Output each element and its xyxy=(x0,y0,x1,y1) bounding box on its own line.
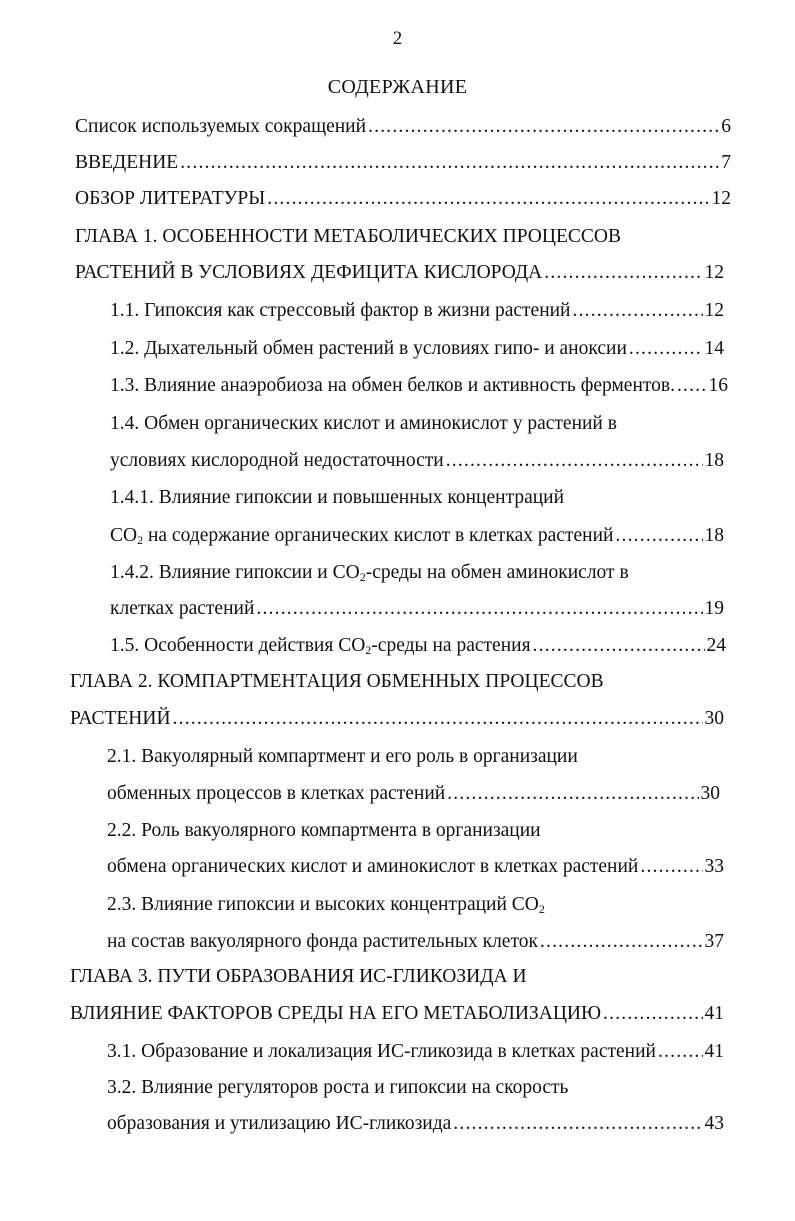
toc-entry[interactable] xyxy=(110,485,564,511)
toc-entry-text: на состав вакуолярного фонда растительных клеток xyxy=(107,931,538,952)
formula-subscript: 2 xyxy=(365,643,372,657)
dot-leader xyxy=(658,1039,703,1065)
toc-entry[interactable] xyxy=(107,744,578,770)
toc-entry-page: 24 xyxy=(706,635,726,656)
toc-entry-text-rest: на содержание органических кислот в клетках растений xyxy=(143,525,614,546)
dot-leader xyxy=(629,336,703,362)
formula-text: 2.3. Влияние гипоксии и высоких концентраций CO xyxy=(107,894,539,915)
toc-entry-text: обмена органических кислот и аминокислот в клетках растений xyxy=(107,856,639,877)
toc-entry-text: ГЛАВА 3. ПУТИ ОБРАЗОВАНИЯ ИС-ГЛИКОЗИДА И xyxy=(70,966,527,987)
toc-entry[interactable] xyxy=(110,596,724,622)
dot-leader xyxy=(573,298,703,324)
dot-leader xyxy=(267,186,709,212)
toc-entry[interactable] xyxy=(110,411,617,437)
toc-entry-page: 7 xyxy=(721,152,731,173)
toc-entry-page: 41 xyxy=(704,1041,724,1062)
toc-entry[interactable] xyxy=(75,114,731,140)
dot-leader xyxy=(447,781,698,807)
toc-entry[interactable] xyxy=(107,854,724,880)
toc-entry[interactable] xyxy=(107,1075,568,1101)
toc-entry-text: РАСТЕНИЙ В УСЛОВИЯХ ДЕФИЦИТА КИСЛОРОДА xyxy=(75,262,543,283)
toc-entry-text: ГЛАВА 1. ОСОБЕННОСТИ МЕТАБОЛИЧЕСКИХ ПРОЦЕССОВ xyxy=(75,226,621,247)
toc-entry-page: 18 xyxy=(704,450,724,471)
formula-subscript: 2 xyxy=(538,902,545,916)
toc-entry-page: 12 xyxy=(711,188,731,209)
dot-leader xyxy=(180,150,719,176)
dot-leader xyxy=(677,373,707,399)
dot-leader xyxy=(603,1001,702,1027)
toc-entry[interactable] xyxy=(107,1039,724,1065)
toc-entry-page: 30 xyxy=(700,783,720,804)
toc-entry-text: клетках растений xyxy=(110,598,255,619)
page-number: 2 xyxy=(392,28,403,49)
toc-entry-text: 1.4. Обмен органических кислот и аминокислот у растений в xyxy=(110,413,617,434)
dot-leader xyxy=(256,596,702,622)
toc-entry[interactable] xyxy=(107,818,541,844)
toc-entry-page: 30 xyxy=(704,708,724,729)
toc-entry[interactable] xyxy=(70,706,724,732)
toc-entry[interactable] xyxy=(70,669,604,695)
toc-entry[interactable] xyxy=(110,336,724,362)
toc-entry-text: 3.1. Образование и локализация ИС-гликозида в клетках растений xyxy=(107,1041,656,1062)
toc-entry[interactable] xyxy=(70,964,527,990)
toc-entry-text xyxy=(110,633,531,659)
toc-entry-page: 14 xyxy=(704,338,724,359)
toc-entry[interactable] xyxy=(110,448,724,474)
toc-entry-page: 6 xyxy=(721,116,731,137)
toc-entry-text: 1.3. Влияние анаэробиоза на обмен белков и активность ферментов. xyxy=(110,375,675,396)
toc-entry-text-rest: -среды на растения xyxy=(371,635,531,656)
toc-title: СОДЕРЖАНИЕ xyxy=(327,76,468,98)
dot-leader xyxy=(640,854,702,880)
dot-leader xyxy=(540,929,703,955)
toc-entry-text: 1.4.1. Влияние гипоксии и повышенных концентраций xyxy=(110,487,565,508)
dot-leader xyxy=(533,633,705,659)
dot-leader xyxy=(173,706,703,732)
toc-entry[interactable] xyxy=(110,523,724,549)
formula-text: 1.4.2. Влияние гипоксии и CO xyxy=(110,562,360,583)
formula-subscript: 2 xyxy=(137,533,144,547)
toc-entry-page: 12 xyxy=(704,262,724,283)
formula-text: CO xyxy=(110,525,138,546)
toc-entry[interactable] xyxy=(75,150,731,176)
toc-entry-text: ОБЗОР ЛИТЕРАТУРЫ xyxy=(75,188,266,209)
toc-entry[interactable] xyxy=(75,260,724,286)
dot-leader xyxy=(446,448,703,474)
formula-text: 1.5. Особенности действия CO xyxy=(110,635,366,656)
toc-entry-page: 16 xyxy=(708,375,728,396)
dot-leader xyxy=(453,1111,702,1137)
toc-entry-page: 37 xyxy=(704,931,724,952)
toc-entry-text: условиях кислородной недостаточности xyxy=(110,450,444,471)
toc-entry-page: 12 xyxy=(704,300,724,321)
dot-leader xyxy=(615,523,702,549)
formula-subscript: 2 xyxy=(359,570,366,584)
toc-entry[interactable] xyxy=(110,633,726,659)
toc-entry-text-rest: -среды на обмен аминокислот в xyxy=(365,562,629,583)
toc-entry-text: 2.1. Вакуолярный компартмент и его роль в организации xyxy=(107,746,578,767)
toc-entry-page: 18 xyxy=(704,525,724,546)
toc-entry-page: 41 xyxy=(704,1003,724,1024)
toc-entry[interactable] xyxy=(110,560,629,586)
toc-entry[interactable] xyxy=(110,298,724,324)
toc-entry-text: обменных процессов в клетках растений xyxy=(107,783,446,804)
toc-entry[interactable] xyxy=(75,186,731,212)
toc-entry[interactable] xyxy=(107,929,724,955)
toc-entry[interactable] xyxy=(107,892,545,918)
toc-entry-text: 1.2. Дыхательный обмен растений в условиях гипо- и аноксии xyxy=(110,338,627,359)
toc-entry-page: 43 xyxy=(704,1113,724,1134)
toc-entry[interactable] xyxy=(110,373,728,399)
toc-entry[interactable] xyxy=(75,224,621,250)
toc-entry-page: 19 xyxy=(704,598,724,619)
dot-leader xyxy=(544,260,702,286)
toc-entry-text: 3.2. Влияние регуляторов роста и гипоксии на скорость xyxy=(107,1077,569,1098)
toc-entry[interactable] xyxy=(70,1001,724,1027)
toc-entry-text: образования и утилизацию ИС-гликозида xyxy=(107,1113,452,1134)
toc-entry[interactable] xyxy=(107,1111,724,1137)
toc-entry-text: Список используемых сокращений xyxy=(75,116,367,137)
toc-entry-text xyxy=(110,523,613,549)
toc-entry[interactable] xyxy=(107,781,720,807)
toc-entry-text: РАСТЕНИЙ xyxy=(70,708,171,729)
toc-entry-text: ВВЕДЕНИЕ xyxy=(75,152,179,173)
toc-entry-text: 1.1. Гипоксия как стрессовый фактор в жизни растений xyxy=(110,300,571,321)
toc-entry-text: ВЛИЯНИЕ ФАКТОРОВ СРЕДЫ НА ЕГО МЕТАБОЛИЗАЦИЮ xyxy=(70,1003,602,1024)
dot-leader xyxy=(368,114,719,140)
toc-entry-text: 2.2. Роль вакуолярного компартмента в организации xyxy=(107,820,541,841)
toc-entry-page: 33 xyxy=(704,856,724,877)
toc-entry-text: ГЛАВА 2. КОМПАРТМЕНТАЦИЯ ОБМЕННЫХ ПРОЦЕССОВ xyxy=(70,671,604,692)
